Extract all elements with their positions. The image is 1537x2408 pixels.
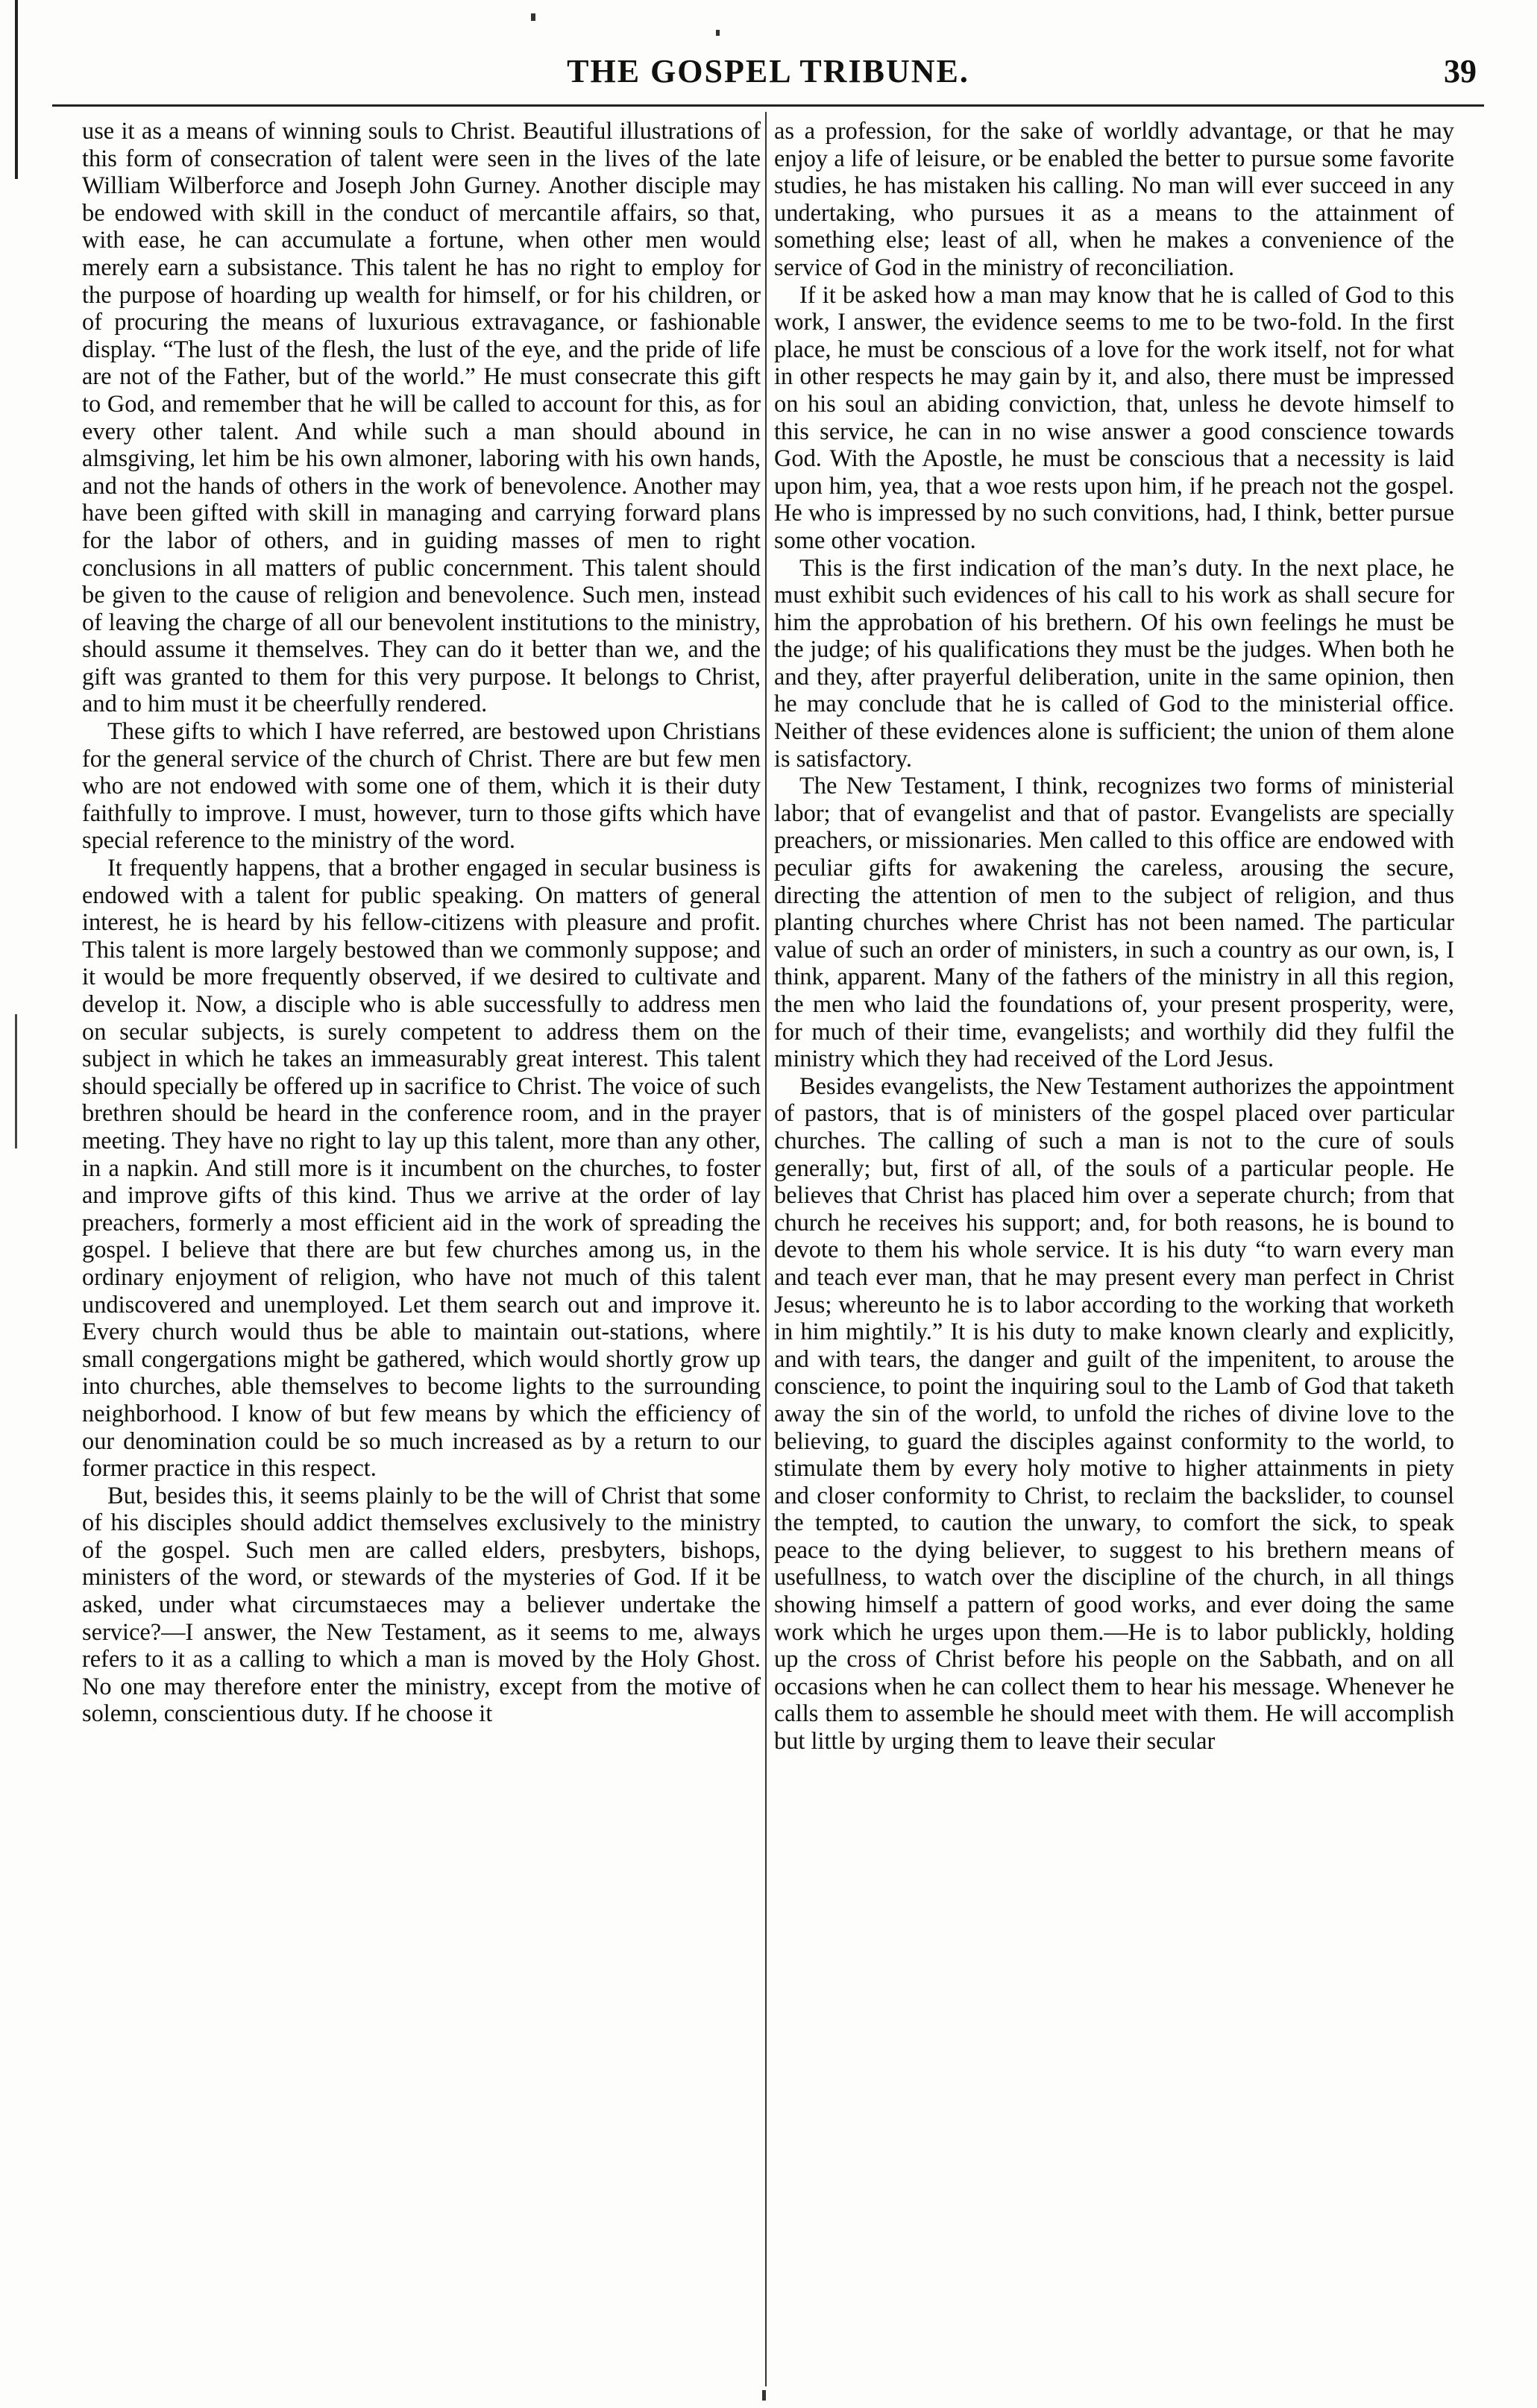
paragraph: If it be asked how a man may know that he is called of God to this work, I answer, the evidence seems to me to be two-fold. In the first place, he must be conscious of a love for the work itself, not for what in other respects he may gain by it, and also, there must be impressed on his soul an abiding conviction, that, unless he devote himself to this service, he can in no wise answer a good conscience towards God. With the Apostle, he must be conscious that a necessity is laid upon him, yea, that a woe rests upon him, if he preach not the gospel. He who is impressed by no such convitions, had, I think, better pursue some other vocation. [774,281,1454,554]
page-number: 39 [1444,53,1477,89]
paragraph: This is the first indication of the man’s duty. In the next place, he must exhibit such evidences of his call to his work as shall secure for him the approbation of his brethern. Of his own feelings he must be the judge; of his qualifications they must be the judges. When both he and they, after prayerful deliberation, unite in the same opinion, then he may conclude that he is called of God to the ministerial office. Neither of these evidences alone is sufficient; the union of them alone is satisfactory. [774,554,1454,773]
page-edge-rule [15,0,18,179]
print-mark [762,2390,766,2401]
paragraph: Besides evangelists, the New Testament authorizes the appointment of pastors, that is of ministers of the gospel placed over particular churches. The calling of such a man is not to the cure of souls generally; but, first of all, of the souls of a particular people. He believes that Christ has placed him over a seperate church; from that church he receives his support; and, for both reasons, he is bound to devote to them his whole service. It is his duty “to warn every man and teach ever man, that he may present every man perfect in Christ Jesus; whereunto he is to labor according to the working that worketh in him mightily.” It is his duty to make known clearly and explicitly, and with tears, the danger and guilt of the impenitent, to arouse the conscience, to point the inquiring soul to the Lamb of God that taketh away the sin of the world, to unfold the riches of divine love to the believing, to guard the disciples against conformity to the world, to stimulate them by every holy motive to higher attainments in piety and closer conformity to Christ, to reclaim the backslider, to counsel the tempted, to caution the unwary, to comfort the sick, to speak peace to the dying believer, to suggest to his brethern means of usefullness, to watch over the discipline of the church, in all things showing himself a pattern of good works, and ever doing the same work which he urges upon them.—He is to labor publickly, holding up the cross of Christ before his people on the Sabbath, and on all occasions when he can collect them to hear his message. Whenever he calls them to assemble he should meet with them. He will accomplish but little by urging them to leave their secular [774,1072,1454,1755]
print-mark [716,30,720,36]
publication-title: THE GOSPEL TRIBUNE. [567,53,969,89]
paragraph: use it as a means of winning souls to Christ. Beautiful illustrations of this form of consecration of talent were seen in the lives of the late William Wilberforce and Joseph John Gurney. Another disciple may be endowed with skill in the conduct of mercantile affairs, so that, with ease, he can accumulate a fortune, when other men would merely earn a subsistance. This talent he has no right to employ for the purpose of hoarding up wealth for himself, or for his children, or of procuring the means of luxurious extravagance, or fashionable display. “The lust of the flesh, the lust of the eye, and the pride of life are not of the Father, but of the world.” He must consecrate this gift to God, and remember that he will be called to account for this, as for every other talent. And while such a man should abound in almsgiving, let him be his own almoner, laboring with his own hands, and not the hands of others in the work of benevolence. Another may have been gifted with skill in managing and carrying forward plans for the labor of others, and in guiding masses of men to right conclusions in all matters of public concernment. This talent should be given to the cause of religion and benevolence. Such men, instead of leaving the charge of all our benevolent institutions to the ministry, should assume it themselves. They can do it better than we, and the gift was granted to them for this very purpose. It belongs to Christ, and to him must it be cheerfully rendered. [82,118,761,718]
right-column [774,118,1454,1755]
page-edge-rule-lower [15,1014,17,1148]
left-column [82,118,761,1728]
column-divider [765,112,767,2386]
paragraph: The New Testament, I think, recognizes two forms of ministerial labor; that of evangelist and that of pastor. Evangelists are specially preachers, or missionaries. Men called to this office are endowed with peculiar gifts for awakening the careless, arousing the secure, directing the attention of men to the subject of religion, and thus planting churches where Christ has not been named. The particular value of such an order of ministers, in such a country as our own, is, I think, apparent. Many of the fathers of the ministry in all this region, the men who laid the foundations of, your present prosperity, were, for much of their time, evangelists; and worthily did they fulfil the ministry which they had received of the Lord Jesus. [774,773,1454,1073]
page-header [60,52,1477,104]
header-rule [52,104,1484,107]
paragraph: It frequently happens, that a brother engaged in secular business is endowed with a talent for public speaking. On matters of general interest, he is heard by his fellow-citizens with pleasure and profit. This talent is more largely bestowed than we commonly suppose; and it would be more frequently observed, if we desired to cultivate and develop it. Now, a disciple who is able successfully to address men on secular subjects, is surely competent to address them on the subject in which he takes an immeasurably great interest. This talent should specially be offered up in sacrifice to Christ. The voice of such brethren should be heard in the conference room, and in the prayer meeting. They have no right to lay up this talent, more than any other, in a napkin. And still more is it incumbent on the churches, to foster and improve gifts of this kind. Thus we arrive at the order of lay preachers, formerly a most efficient aid in the work of spreading the gospel. I believe that there are but few churches among us, in the ordinary enjoyment of religion, who have not much of this talent undiscovered and unemployed. Let them search out and improve it. Every church would thus be able to maintain out-stations, where small congergations might be gathered, which would shortly grow up into churches, able themselves to become lights to the surrounding neighborhood. I know of but few means by which the efficiency of our denomination could be so much increased as by a return to our former practice in this respect. [82,855,761,1483]
paragraph: But, besides this, it seems plainly to be the will of Christ that some of his disciples should addict themselves exclusively to the ministry of the gospel. Such men are called elders, presbyters, bishops, ministers of the word, or stewards of the mysteries of God. If it be asked, under what circumstaeces may a believer undertake the service?—I answer, the New Testament, as it seems to me, always refers to it as a calling to which a man is moved by the Holy Ghost. No one may therefore enter the ministry, except from the motive of solemn, conscientious duty. If he choose it [82,1482,761,1728]
paragraph: These gifts to which I have referred, are bestowed upon Christians for the general service of the church of Christ. There are but few men who are not endowed with some one of them, which it is their duty faithfully to improve. I must, however, turn to those gifts which have special reference to the ministry of the word. [82,718,761,855]
paragraph: as a profession, for the sake of worldly advantage, or that he may enjoy a life of leisure, or be enabled the better to pursue some favorite studies, he has mistaken his calling. No man will ever succeed in any undertaking, who pursues it as a means to the attainment of something else; least of all, when he makes a convenience of the service of God in the ministry of reconciliation. [774,118,1454,281]
print-mark [531,13,535,21]
